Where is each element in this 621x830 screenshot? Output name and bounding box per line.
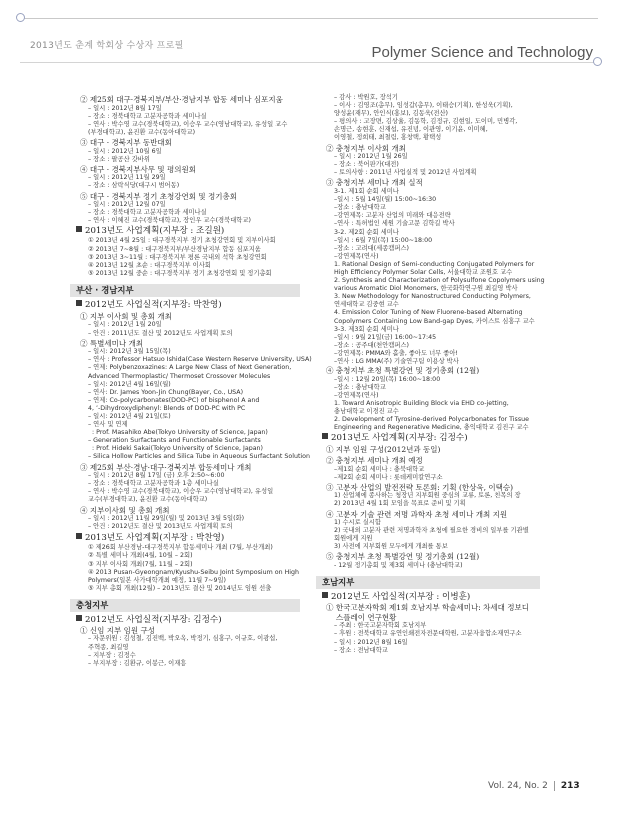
list-item bbox=[322, 144, 550, 178]
list-item bbox=[76, 138, 312, 164]
item-title: ④ 지부이사회 및 총회 개최 bbox=[80, 505, 170, 515]
text-line: 1) 산업체에 종사하는 청장년 지부회원 중심의 교류, 토론, 친목의 장 bbox=[334, 492, 521, 500]
list-item bbox=[322, 483, 550, 509]
section-heading: 2013년도 사업계획(지부장: 김정수) bbox=[322, 433, 550, 444]
list-item bbox=[76, 339, 312, 462]
plan-items bbox=[322, 445, 550, 570]
honam-details bbox=[322, 622, 550, 654]
section-heading: 2012년도 사업실적(지부장: 박찬영) bbox=[76, 300, 312, 311]
text-line: 1. Rational Design of Semi-conducting Conjugated Polymers for bbox=[334, 260, 535, 268]
item-title: ③ 충청지부 세미나 개최 실적 bbox=[326, 178, 423, 188]
seminar-title: 3-1. 제1회 순회 세미나 bbox=[334, 188, 399, 196]
text-line: – 평의사 : 고장면, 김상율, 김동학, 김정규, 김현일, 도이미, 민병각, bbox=[334, 118, 518, 126]
text-line: 2. Development of Tyrosine-derived Polycarbonates for Tissue bbox=[334, 416, 529, 424]
list-item bbox=[322, 178, 550, 188]
text-line: ④ 2013 Pusan-Gyeongnam/Kyushu-Seibu Joint Symposium on High bbox=[88, 568, 300, 576]
text-line: 교수(부경대학교), 윤진환 교수(동아대학교) bbox=[88, 496, 208, 504]
region-bar-chungcheong: 충청지부 bbox=[70, 599, 300, 612]
text-line: – 일시: 2012년 3월 15일(목) bbox=[88, 348, 171, 356]
header-circle-icon bbox=[593, 57, 602, 66]
lecture-details bbox=[322, 376, 550, 433]
right-column bbox=[322, 94, 550, 657]
seminar-title: 3-2. 제2회 순회 세미나 bbox=[334, 228, 399, 236]
text-line: - 12월 정기총회 및 제3회 세미나 (충남대학교) bbox=[334, 562, 463, 570]
item-title-continued: 스플레이 연구현황 bbox=[336, 612, 397, 622]
text-line: – 주최 : 한국고분자학회 호남지부 bbox=[334, 622, 427, 630]
text-line: 2) 국내외 고분자 관련 저명과학자 초청에 필요한 경비의 일부를 기관별 bbox=[334, 527, 529, 535]
square-bullet-icon bbox=[322, 433, 328, 439]
item-title: ⑤ 대구 · 경북지부 정기 초청강연회 및 정기총회 bbox=[80, 191, 237, 201]
item-title: ② 충청지부 이사회 개최 bbox=[326, 143, 406, 153]
text-line: 4. Emission Color Tuning of New Fluorene-based Alternating bbox=[334, 309, 523, 317]
text-line: – 감사 : 박원호, 장석기 bbox=[334, 94, 398, 101]
text-line: – 일시 : 2012년 11월 29일 bbox=[88, 174, 166, 182]
text-line: – 일시 : 2012년 8월 17일 (금) 오후 2:50~6:00 bbox=[88, 472, 225, 480]
officer-list-continued bbox=[322, 94, 550, 143]
text-line: 3) 사전에 지부회원 모두에게 개최를 통보 bbox=[334, 543, 448, 551]
text-line: – 장소 : 팔공산 갓바위 bbox=[88, 155, 150, 163]
item-title: ② 충청지부 세미나 개최 예정 bbox=[326, 455, 423, 465]
text-line: – 연사 : 박수영 교수(경북대학교), 이승우 교수(영남대학교), 유성일 bbox=[88, 488, 274, 496]
header-circle-icon bbox=[16, 13, 25, 22]
list-item bbox=[76, 506, 312, 532]
square-bullet-icon bbox=[76, 226, 82, 232]
list-item bbox=[322, 456, 550, 482]
daegu-plan-section bbox=[76, 226, 312, 277]
text-line: – 장소 : 전남대학교 bbox=[334, 646, 388, 654]
item-title: ② 제25회 대구·경북지부/부산·경남지부 합동 세미나 심포지움 bbox=[80, 95, 283, 104]
plan-list bbox=[76, 237, 312, 277]
item-title: ⑤ 충청지부 초청 특별강연 및 정기총회 (12월) bbox=[326, 552, 480, 562]
text-line: – 연사 : 박수영 교수(경북대학교), 이승우 교수(영남대학교), 유성일 교수 bbox=[88, 120, 288, 128]
text-line: 충남대학교 이경진 교수 bbox=[334, 408, 399, 416]
text-line: 연세대학교 김중현 교수 bbox=[334, 301, 399, 309]
left-column bbox=[76, 94, 312, 670]
text-line: – 연사 : 이혜진 교수(경북대학교), 장인우 교수(경북대학교) bbox=[88, 217, 251, 225]
text-line: – 안건 : 2011년도 결산 및 2012년도 사업계획 토의 bbox=[88, 329, 233, 337]
text-line: –일시 : 5월 14일(월) 15:00~16:30 bbox=[334, 196, 437, 204]
text-line: –일시 : 12월 20일(목) 16:00~18:00 bbox=[334, 375, 441, 383]
text-line: –장소 : 공주대(천안캠퍼스) bbox=[334, 341, 410, 349]
text-line: – Silica Hollow Particles and Silica Tube in Aqueous Surfactant Solution bbox=[88, 453, 311, 461]
section-heading: 2012년도 사업실적(지부장: 김정수) bbox=[76, 615, 312, 626]
text-line: –연사 : LG MMA(주) 기술연구팀 이용상 박사 bbox=[334, 358, 459, 365]
text-line: –강연제목: PMMA와 홀출, 좋아도 너무 좋아! bbox=[334, 349, 458, 357]
list-item bbox=[76, 463, 312, 505]
text-line: ① 2013년 4월 25일 : 대구경북지부 정기 초청강연회 및 지부이사회 bbox=[88, 237, 276, 245]
item-title: ① 한국고분자학회 제1회 호남지부 학술세미나: 차세대 정보디 bbox=[326, 603, 529, 613]
text-line: various Aromatic Diol Monomers, 한국화학연구원 최길영 박사 bbox=[334, 285, 518, 293]
text-line: 1. Toward Anisotropic Building Block via EHD co-jetting, bbox=[334, 399, 509, 407]
text-line: – 장소 : 삼락식당(대구시 범어동) bbox=[88, 182, 180, 190]
square-bullet-icon bbox=[76, 615, 82, 621]
text-line: –일시 : 6월 7일(목) 15:00~18:00 bbox=[334, 236, 433, 244]
text-line: : Prof. Hideki Sakai(Tokyo University of Science, Japan) bbox=[88, 445, 263, 453]
text-line: –장소 : 고려대(세종캠퍼스) bbox=[334, 244, 410, 252]
text-line: (부경대학교), 윤진환 교수(동아대학교) bbox=[88, 128, 196, 136]
text-line: 회원에게 지원 bbox=[334, 535, 373, 543]
text-line: ④ 2013년 12월 초순 : 대구경북지부 이사회 bbox=[88, 261, 211, 269]
list-item bbox=[322, 552, 550, 570]
text-line: –강연제목(연사) bbox=[334, 252, 379, 260]
text-line: –제1회 순회 세미나 : 충북대학교 bbox=[334, 465, 425, 473]
item-title: ① 지부 임원 구성(2012년과 동일) bbox=[326, 445, 441, 455]
section-heading: 2012년도 사업실적(지부장 : 이병훈) bbox=[322, 592, 550, 603]
text-line: – 장소 : 경북대학교 고분자공학과 세미나실 bbox=[88, 112, 207, 120]
text-line: Advanced Thermoplastic/ Thermoset Crossover Molecules bbox=[88, 372, 271, 380]
text-line: – 일시 : 2012년 1월 26일 bbox=[334, 153, 408, 161]
running-header-left: 2013년도 춘계 학회상 수상자 프로필 bbox=[30, 41, 184, 51]
busan-activities bbox=[76, 312, 312, 531]
text-line: – 일시 : 2012년 8월 17일 bbox=[88, 104, 162, 112]
busan-plan-section bbox=[76, 533, 312, 593]
item-title: ③ 대구 · 경북지부 동반대회 bbox=[80, 137, 172, 147]
text-line: ⑤ 지부 총회 개최(12월) – 2013년도 결산 및 2014년도 임원 선출 bbox=[88, 584, 272, 592]
header-bottom-rule bbox=[20, 62, 598, 63]
text-line: – 부지부장 : 김환규, 이봉근, 이재흥 bbox=[88, 659, 187, 667]
text-line: 1) 수시로 실시함 bbox=[334, 519, 381, 527]
text-line: High Efficiency Polymer Solar Cells, 서울대학교 조원호 교수 bbox=[334, 268, 513, 276]
text-line: 양성윤(재무), 안인식(홍보), 김동욱(전산) bbox=[334, 110, 448, 118]
text-line: 이영철, 정희태, 최철림, 홍창택, 황택성 bbox=[334, 134, 442, 142]
text-line: – 토의사항 : 2011년 사업실적 및 2012년 사업계획 bbox=[334, 169, 477, 177]
header-top-rule bbox=[20, 18, 598, 19]
daegu-activities bbox=[76, 95, 312, 225]
page-number: 213 bbox=[554, 781, 580, 791]
chungcheong-section bbox=[76, 615, 312, 668]
text-line: 주혁종, 최길영 bbox=[88, 643, 129, 651]
text-line: – 연사: Dr. James Yoon-Jin Chung(Bayer, Co., USA) bbox=[88, 388, 244, 396]
busan-section bbox=[76, 300, 312, 531]
text-line: – 장소 : 경북대학교 고분자공학과 1층 세미나실 bbox=[88, 480, 219, 488]
journal-title: Polymer Science and Technology bbox=[371, 44, 593, 61]
chungcheong-activities bbox=[322, 144, 550, 188]
page-footer bbox=[488, 781, 580, 791]
officer-list bbox=[76, 635, 312, 667]
region-bar-honam: 호남지부 bbox=[316, 576, 540, 589]
text-line: ① 제26회 부산경남-대구경북지부 합동세미나 개최 (7월, 부산개최) bbox=[88, 544, 273, 552]
seminar-details bbox=[322, 334, 550, 366]
plan-list bbox=[76, 544, 312, 593]
list-item bbox=[322, 445, 550, 455]
section-heading: 2013년도 사업계획(지부장 : 박찬영) bbox=[76, 533, 312, 544]
text-line: –제2회 순회 세미나 : 롯데케미칼연구소 bbox=[334, 473, 443, 481]
item-title: ③ 고분자 산업의 발전전략 토론회: 기획 (한상욱, 이택승) bbox=[326, 482, 514, 492]
text-line: –강연제목(연사) bbox=[334, 391, 379, 399]
list-item bbox=[76, 312, 312, 338]
text-line: –일시 : 9월 21일(금) 16:00~17:45 bbox=[334, 333, 437, 341]
item-title: ④ 대구 · 경북지부사무 및 평의원회 bbox=[80, 164, 196, 174]
text-line: – 후원 : 전북대학교 유연인쇄전자전문대학원, 고분자융합소재연구소 bbox=[334, 630, 522, 638]
text-line: Copolymers Containing Low Band-gap Dyes, 카이스트 심홍구 교수 bbox=[334, 317, 535, 325]
region-bar-busan: 부산 · 경남지부 bbox=[70, 284, 300, 297]
item-title: ④ 충청지부 초청 특별강연 및 정기총회 (12월) bbox=[326, 366, 480, 376]
text-line: 손명근, 송현훈, 신재섭, 유진녕, 이관영, 이기윤, 이미혜, bbox=[334, 126, 488, 134]
text-line: – 일시: 2012년 4월 21일(토) bbox=[88, 413, 171, 420]
list-item bbox=[322, 510, 550, 552]
list-item bbox=[76, 192, 312, 226]
text-line: – 연제: Polybenzoxazines: A Large New Class of Next Generation, bbox=[88, 364, 292, 372]
text-line: –강연제목: 고분자 산업의 미래와 대응전략 bbox=[334, 212, 451, 220]
item-title: ① 지부 이사회 및 총회 개최 bbox=[80, 311, 172, 321]
chungcheong-plan-section bbox=[322, 433, 550, 570]
item-title: ③ 제25회 부산·경남·대구·경북지부 합동세미나 개최 bbox=[80, 462, 252, 472]
seminar-details bbox=[322, 237, 550, 326]
square-bullet-icon bbox=[76, 300, 82, 306]
text-line: ② 2013년 7~8월 : 대구경북지부/부산경남지부 합동 심포지움 bbox=[88, 245, 261, 253]
item-title: ④ 고분자 기술 관련 저명 과학자 초청 세미나 개최 지원 bbox=[326, 509, 508, 519]
text-line: Polymers(일본 사가대학개최 예정, 11월 7~9일) bbox=[88, 576, 226, 584]
text-line: –연사 : 특허법인 세원 기술고문 김학길 박사 bbox=[334, 220, 455, 228]
text-line: 2. Synthesis and Characterization of Polysulfone Copolymers using bbox=[334, 277, 545, 285]
text-line: – 연사 및 연제 bbox=[88, 421, 128, 429]
honam-section bbox=[322, 592, 550, 655]
square-bullet-icon bbox=[76, 533, 82, 539]
list-item bbox=[76, 165, 312, 191]
text-line: 4, ’-Dihydroxydiphenyl: Blends of DOD-PC with PC bbox=[88, 404, 246, 412]
text-line: – 일시 : 2012년 1월 20일 bbox=[88, 321, 162, 329]
text-line: – 일시 : 2012년 10월 6일 bbox=[88, 147, 162, 155]
item-title: ① 신임 지부 임원 구성 bbox=[80, 625, 155, 635]
text-line: – 장소 : 경북대학교 고분자공학과 세미나실 bbox=[88, 209, 207, 217]
text-line: –장소 : 충남대학교 bbox=[334, 383, 386, 391]
text-line: – 이사 : 김영조(총무), 임성갑(총무), 이태승(기획), 한성욱(기획), bbox=[334, 102, 513, 110]
text-line: – 일시 : 2012년 12월 07일 bbox=[88, 201, 166, 209]
text-line: – 안건 : 2012년도 결산 및 2013년도 사업계획 토의 bbox=[88, 523, 233, 531]
section-heading: 2013년도 사업계획(지부장 : 조길원) bbox=[76, 226, 312, 237]
text-line: – 일시 : 2012년 11월 29일(월) 및 2013년 3월 5일(화) bbox=[88, 515, 245, 523]
text-line: – 지부장 : 김정수 bbox=[88, 651, 136, 659]
text-line: ③ 지부 이사회 개최(7월, 11월 – 2회) bbox=[88, 560, 193, 568]
list-item bbox=[76, 95, 312, 137]
seminar-details bbox=[322, 196, 550, 228]
text-line: 2) 2013년 4월 1회 모임을 목표로 준비 및 기획 bbox=[334, 500, 466, 508]
text-line: – 연사 : Professor Hatsuo Ishida(Case Western Reserve University, USA) bbox=[88, 356, 312, 364]
text-line: : Prof. Masahiko Abe(Tokyo University of Science, Japan) bbox=[88, 429, 268, 437]
seminar-title: 3-3. 제3회 순회 세미나 bbox=[334, 325, 399, 333]
text-line: – 장소 : 북어판가(대전) bbox=[334, 161, 399, 169]
text-line: ⑤ 2013년 12월 중순 : 대구경북지부 정기 초청강연회 및 정기총회 bbox=[88, 269, 272, 277]
text-line: ② 특별 세미나 개최(4월, 10월 – 2회) bbox=[88, 552, 193, 560]
text-line: – 자문위원 : 김성철, 김진백, 박오옥, 박정기, 심홍구, 이규호, 이광섭, bbox=[88, 635, 278, 643]
text-line: –장소 : 충남대학교 bbox=[334, 204, 386, 212]
text-line: – 일시: 2012년 4월 16일(월) bbox=[88, 380, 171, 388]
text-line: ③ 2013년 3~11월 : 대구경북지부 평론 국내외 석학 초청강연회 bbox=[88, 253, 267, 261]
text-line: Engineering and Regenerative Medicine, 충익대학교 김진구 교수 bbox=[334, 424, 529, 432]
text-line: – 연제: Co-polycarbonates(DOD-PC) of bisphenol A and bbox=[88, 396, 260, 404]
text-line: 3. New Methodology for Nanostructured Conducting Polymers, bbox=[334, 293, 531, 301]
text-line: – Generation Surfactants and Functionable Surfactants bbox=[88, 437, 261, 445]
text-line: – 일시 : 2012년 8월 16일 bbox=[334, 638, 408, 646]
square-bullet-icon bbox=[322, 592, 328, 598]
volume-label: Vol. 24, No. 2 bbox=[488, 781, 548, 791]
item-title: ② 특별세미나 개최 bbox=[80, 338, 143, 348]
